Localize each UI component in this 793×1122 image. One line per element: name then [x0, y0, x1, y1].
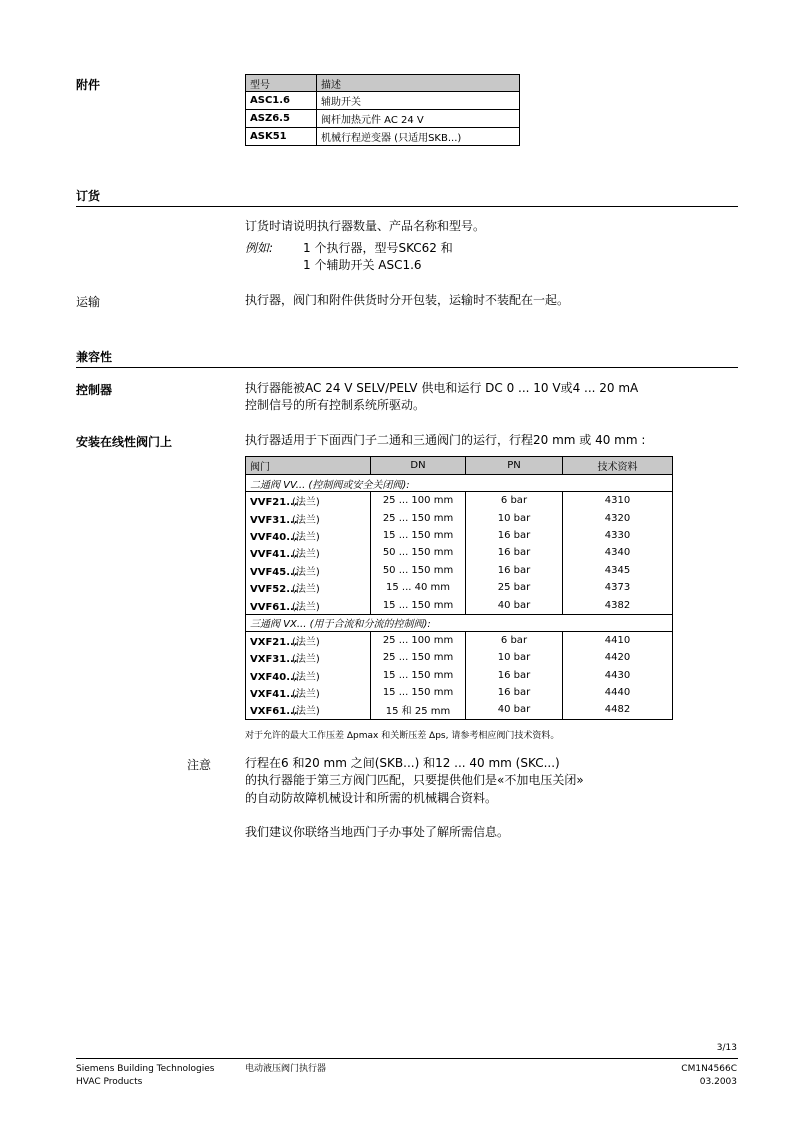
group-title: 三通阀 VX... (用于合流和分流的控制阀):	[246, 614, 673, 631]
footer-doc-id: CM1N4566C	[681, 1064, 737, 1074]
valve-connection: (法兰)	[292, 706, 320, 718]
group-title-row	[246, 614, 673, 631]
datasheet-cell: 4482	[563, 701, 673, 719]
valve-cell	[246, 527, 371, 544]
pn-cell: 16 bar	[466, 684, 563, 701]
table-row	[246, 128, 520, 146]
page-number: 3/13	[716, 1043, 737, 1053]
table-row	[246, 667, 673, 684]
ordering-heading: 订货	[76, 189, 101, 203]
header-cell: 型号	[246, 75, 317, 92]
table-row	[246, 579, 673, 596]
model-cell: ASK51	[246, 128, 317, 146]
valve-model: VVF21...	[250, 497, 298, 509]
model-cell: ASC1.6	[246, 92, 317, 110]
example-line-2: 1 个辅助开关 ASC1.6	[303, 258, 422, 272]
compatibility-heading: 兼容性	[76, 350, 113, 364]
valve-cell	[246, 667, 371, 684]
table-row	[246, 649, 673, 666]
dn-cell: 15 ... 150 mm	[371, 667, 466, 684]
header-cell: 描述	[317, 75, 520, 92]
valve-connection: (法兰)	[292, 601, 320, 613]
dn-cell: 50 ... 150 mm	[371, 544, 466, 561]
valve-model: VVF40...	[250, 531, 298, 543]
dn-cell: 50 ... 150 mm	[371, 562, 466, 579]
table-row	[246, 110, 520, 128]
valve-connection: (法兰)	[292, 636, 320, 648]
controllers-line-2: 控制信号的所有控制系统所驱动。	[245, 398, 426, 412]
dn-cell: 15 ... 150 mm	[371, 527, 466, 544]
table-row	[246, 509, 673, 526]
pn-cell: 40 bar	[466, 596, 563, 614]
table-row	[246, 701, 673, 719]
controllers-line-1: 执行器能被AC 24 V SELV/PELV 供电和运行 DC 0 ... 10 V或4 ... 20 mA	[245, 381, 639, 395]
valve-group-three-way	[246, 614, 673, 719]
datasheet-cell: 4410	[563, 631, 673, 649]
description-cell: 阀杆加热元件 AC 24 V	[317, 110, 520, 128]
group-title: 二通阀 VV... (控制阀或安全关闭阀):	[246, 475, 673, 492]
note-line-3: 的自动防故障机械设计和所需的机械耦合资料。	[245, 791, 498, 805]
footer-company-2: HVAC Products	[76, 1077, 143, 1087]
valve-model: VXF41...	[250, 689, 298, 701]
valve-model: VXF21...	[250, 636, 298, 648]
dn-cell: 25 ... 100 mm	[371, 492, 466, 510]
footer-title: 电动液压阀门执行器	[245, 1064, 327, 1074]
valve-connection: (法兰)	[292, 671, 320, 683]
pn-cell: 16 bar	[466, 667, 563, 684]
example-line-1: 1 个执行器，型号SKC62 和	[303, 241, 453, 255]
recommend-text: 我们建议你联络当地西门子办事处了解所需信息。	[245, 825, 510, 839]
valve-cell	[246, 492, 371, 510]
table-row	[246, 527, 673, 544]
header-cell: 技术资料	[563, 457, 673, 475]
datasheet-cell: 4345	[563, 562, 673, 579]
footer-divider	[76, 1058, 738, 1059]
valve-cell	[246, 509, 371, 526]
valve-connection: (法兰)	[292, 549, 320, 561]
pn-cell: 25 bar	[466, 579, 563, 596]
valve-model: VVF61...	[250, 601, 298, 613]
dn-cell: 15 和 25 mm	[371, 701, 466, 719]
pn-cell: 16 bar	[466, 562, 563, 579]
header-cell: DN	[371, 457, 466, 475]
valve-model: VXF40...	[250, 671, 298, 683]
valve-cell	[246, 596, 371, 614]
valve-connection: (法兰)	[292, 689, 320, 701]
shipping-label: 运输	[76, 295, 101, 309]
table-row	[246, 631, 673, 649]
datasheet-cell: 4430	[563, 667, 673, 684]
valves-intro: 执行器适用于下面西门子二通和三通阀门的运行，行程20 mm 或 40 mm :	[245, 433, 646, 447]
model-cell: ASZ6.5	[246, 110, 317, 128]
datasheet-cell: 4420	[563, 649, 673, 666]
valve-connection: (法兰)	[292, 654, 320, 666]
group-title-row	[246, 475, 673, 492]
valve-table	[245, 456, 673, 720]
dn-cell: 25 ... 150 mm	[371, 509, 466, 526]
description-cell: 机械行程逆变器 (只适用SKB...)	[317, 128, 520, 146]
pn-cell: 10 bar	[466, 509, 563, 526]
datasheet-cell: 4320	[563, 509, 673, 526]
dn-cell: 25 ... 150 mm	[371, 649, 466, 666]
controllers-label: 控制器	[76, 383, 113, 397]
note-label: 注意	[187, 758, 212, 772]
datasheet-cell: 4310	[563, 492, 673, 510]
accessories-table	[245, 74, 520, 146]
valve-cell	[246, 701, 371, 719]
table-row	[246, 92, 520, 110]
pn-cell: 40 bar	[466, 701, 563, 719]
valve-model: VXF61...	[250, 706, 298, 718]
pn-cell: 10 bar	[466, 649, 563, 666]
table-row	[246, 544, 673, 561]
table-header-row	[246, 75, 520, 92]
valve-model: VVF41...	[250, 549, 298, 561]
pn-cell: 6 bar	[466, 631, 563, 649]
ordering-text: 订货时请说明执行器数量、产品名称和型号。	[245, 219, 486, 233]
valve-cell	[246, 649, 371, 666]
accessories-heading: 附件	[76, 78, 101, 92]
valve-model: VVF52...	[250, 584, 298, 596]
valve-model: VVF31...	[250, 514, 298, 526]
description-cell: 辅助开关	[317, 92, 520, 110]
valve-model: VXF31...	[250, 654, 298, 666]
dn-cell: 15 ... 150 mm	[371, 684, 466, 701]
dn-cell: 25 ... 100 mm	[371, 631, 466, 649]
datasheet-cell: 4440	[563, 684, 673, 701]
valve-connection: (法兰)	[292, 514, 320, 526]
table-header-row	[246, 457, 673, 475]
valve-model: VVF45...	[250, 566, 298, 578]
valve-cell	[246, 631, 371, 649]
footer-date: 03.2003	[699, 1077, 737, 1087]
example-label: 例如:	[245, 241, 274, 255]
note-line-2: 的执行器能于第三方阀门匹配，只要提供他们是«不加电压关闭»	[245, 773, 584, 787]
pn-cell: 6 bar	[466, 492, 563, 510]
header-cell: PN	[466, 457, 563, 475]
shipping-text: 执行器，阀门和附件供货时分开包装，运输时不装配在一起。	[245, 293, 570, 307]
note-line-1: 行程在6 和20 mm 之间(SKB...) 和12 ... 40 mm (SKC...)	[245, 756, 560, 770]
table-row	[246, 684, 673, 701]
datasheet-cell: 4340	[563, 544, 673, 561]
datasheet-cell: 4373	[563, 579, 673, 596]
table-row	[246, 562, 673, 579]
valve-connection: (法兰)	[292, 566, 320, 578]
valve-cell	[246, 684, 371, 701]
valve-connection: (法兰)	[292, 497, 320, 509]
valve-cell	[246, 544, 371, 561]
valve-connection: (法兰)	[292, 531, 320, 543]
valve-connection: (法兰)	[292, 584, 320, 596]
header-cell: 阀门	[246, 457, 371, 475]
dn-cell: 15 ... 40 mm	[371, 579, 466, 596]
valve-group-two-way	[246, 475, 673, 615]
footer-company-1: Siemens Building Technologies	[76, 1064, 215, 1074]
pn-cell: 16 bar	[466, 527, 563, 544]
valves-label: 安装在线性阀门上	[76, 435, 173, 449]
valve-cell	[246, 579, 371, 596]
section-divider	[76, 367, 738, 368]
dn-cell: 15 ... 150 mm	[371, 596, 466, 614]
valve-cell	[246, 562, 371, 579]
section-divider	[76, 206, 738, 207]
pn-cell: 16 bar	[466, 544, 563, 561]
datasheet-cell: 4382	[563, 596, 673, 614]
table-footnote: 对于允许的最大工作压差 Δpmax 和关断压差 Δps, 请参考相应阀门技术资料。	[245, 731, 560, 741]
table-row	[246, 492, 673, 510]
table-row	[246, 596, 673, 614]
datasheet-cell: 4330	[563, 527, 673, 544]
